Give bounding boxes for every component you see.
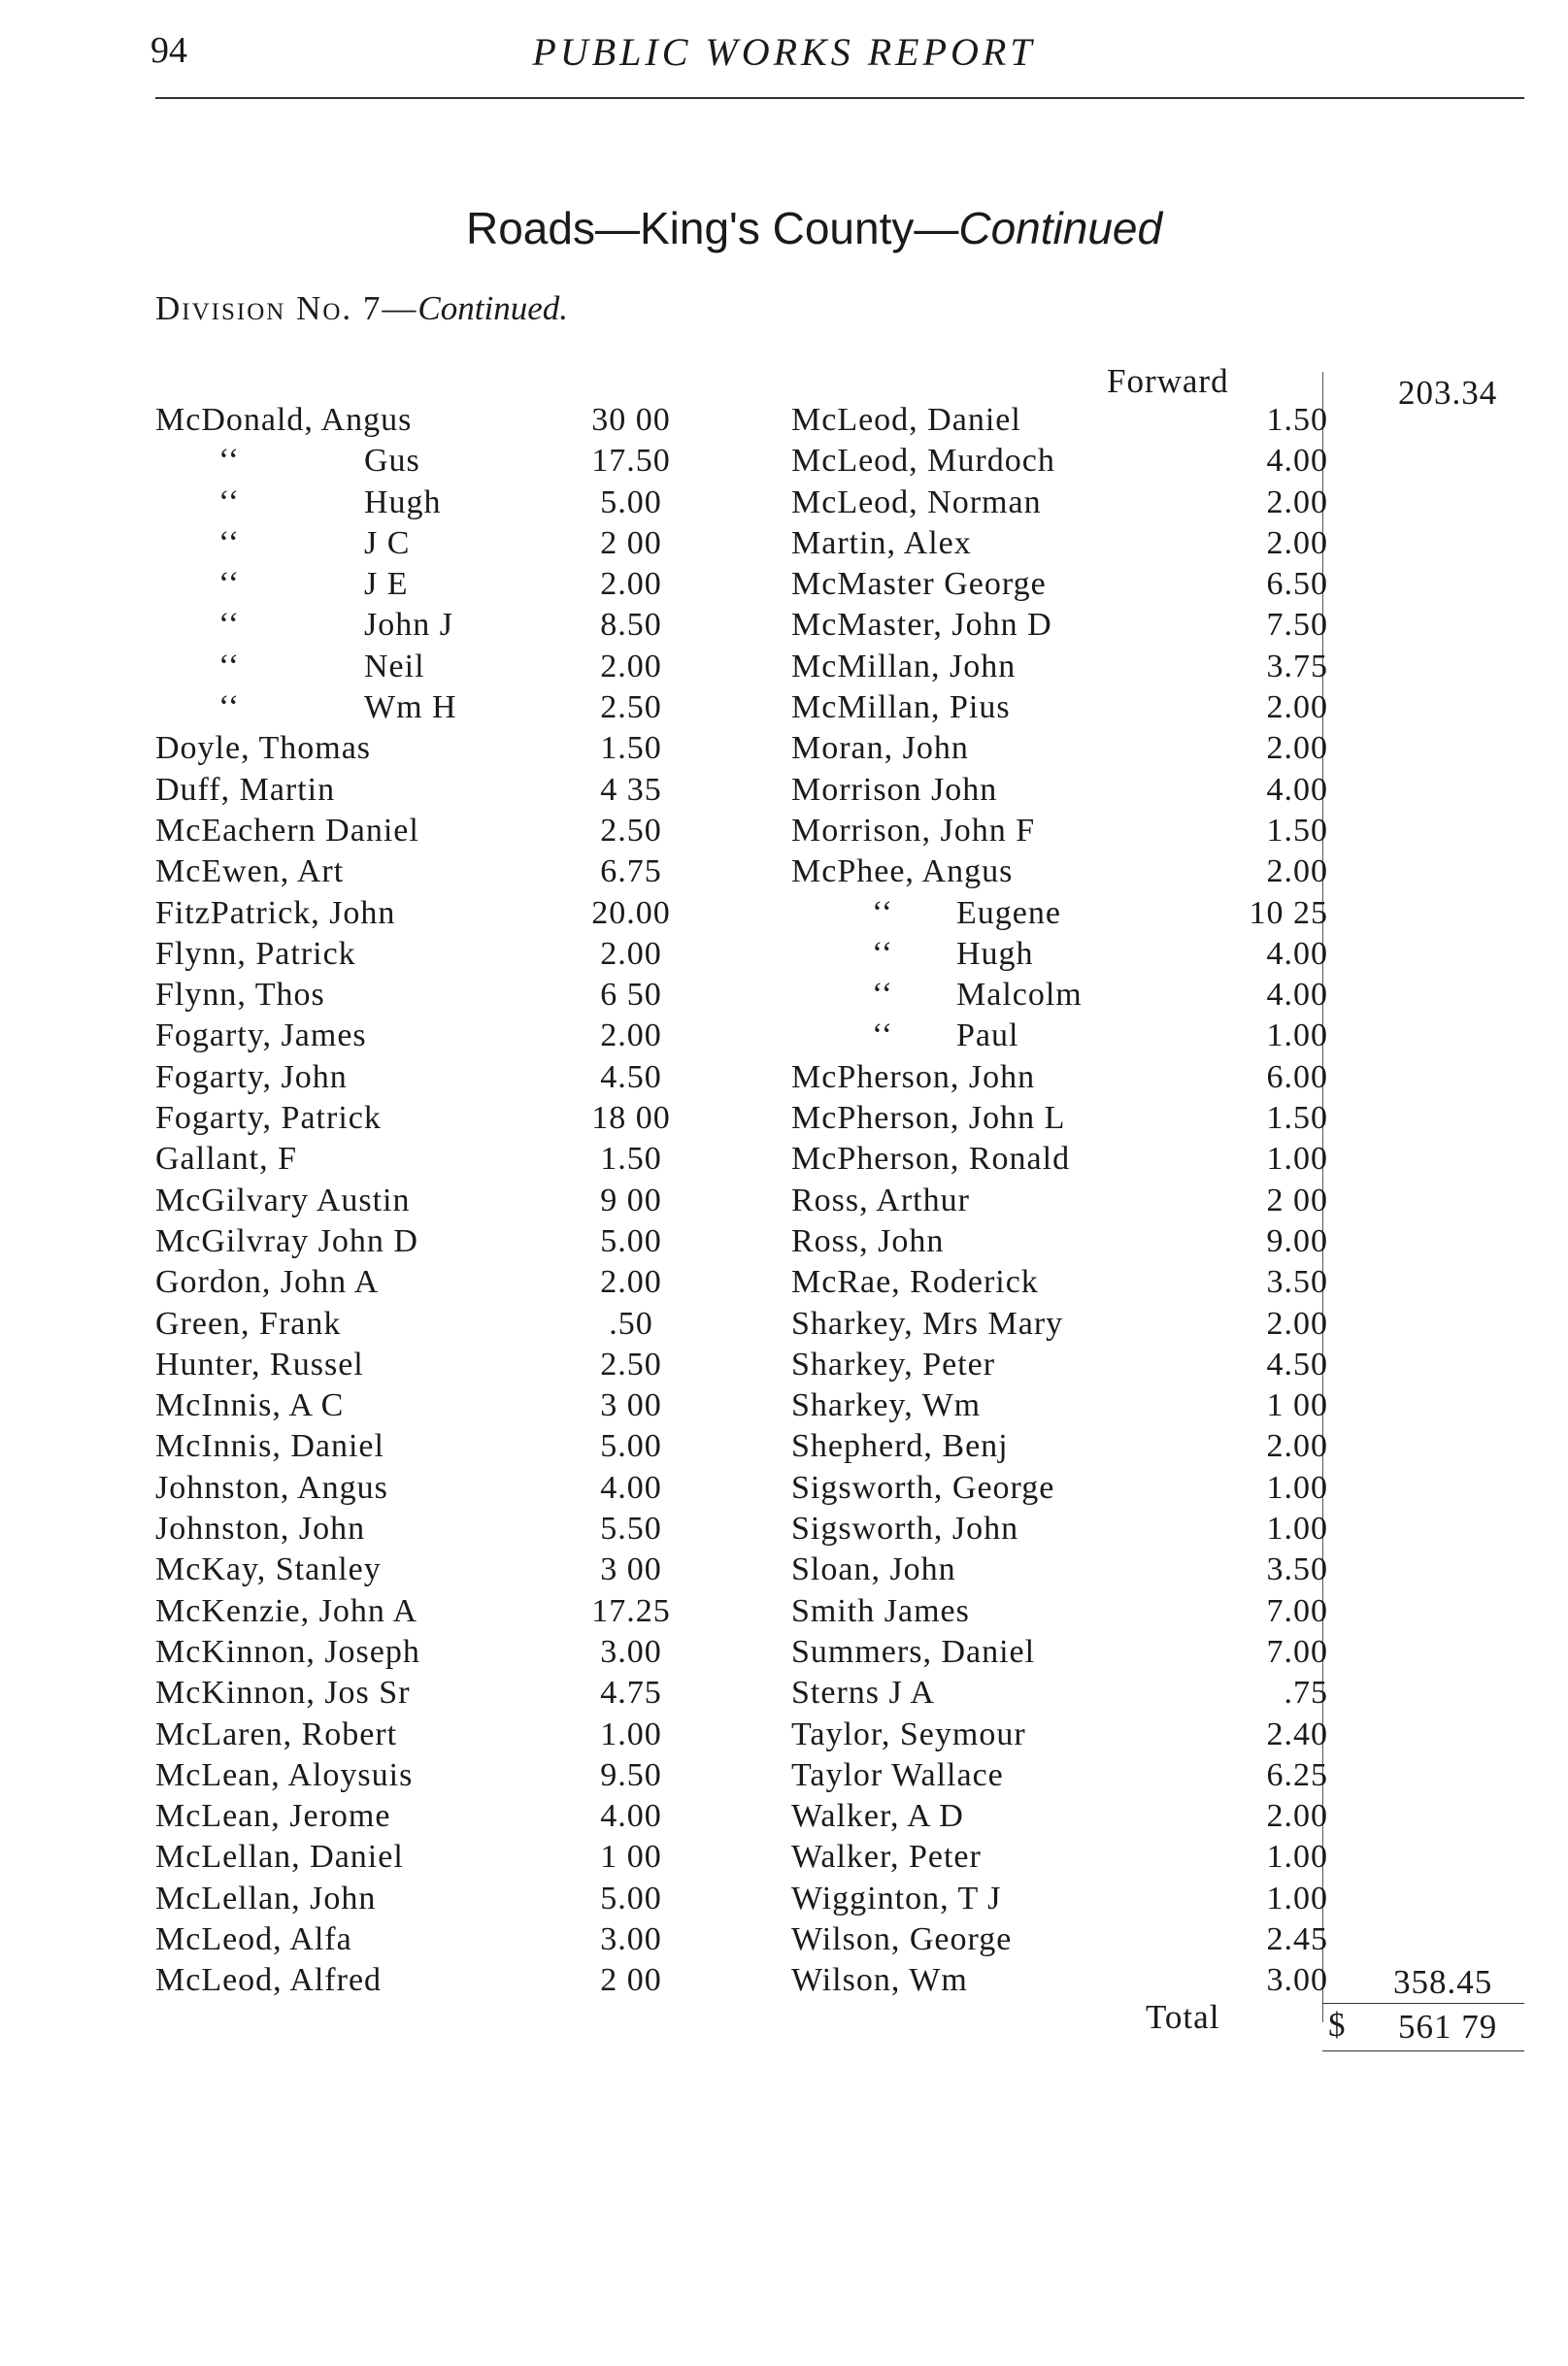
right-name: Wilson, George <box>791 1920 1013 1957</box>
ledger-row <box>0 1387 1568 1428</box>
left-amount: 2.00 <box>600 1017 662 1054</box>
left-ditto-mark: ‘‘ <box>218 566 241 603</box>
left-amount: 5.50 <box>600 1511 662 1548</box>
ledger-row <box>0 1428 1568 1469</box>
right-amount: 2 00 <box>1266 1182 1328 1218</box>
left-name: McKenzie, John A <box>155 1592 418 1629</box>
right-name: Wilson, Wm <box>791 1962 968 1999</box>
right-given-name: Hugh <box>956 935 1034 972</box>
left-name: Johnston, John <box>155 1511 366 1548</box>
right-given-name: Eugene <box>956 894 1061 931</box>
left-name: Fogarty, James <box>155 1017 367 1054</box>
left-name: Fogarty, John <box>155 1058 348 1095</box>
division-label: Division No. 7— <box>155 289 418 327</box>
left-name: McEachern Daniel <box>155 812 419 849</box>
ledger-row <box>0 1059 1568 1100</box>
ledger-row <box>0 1347 1568 1387</box>
right-name: Sterns J A <box>791 1675 935 1712</box>
right-name: Martin, Alex <box>791 524 972 561</box>
right-amount: 3.75 <box>1266 648 1328 684</box>
left-name: Duff, Martin <box>155 771 336 808</box>
subtotal-amount: 358.45 <box>1393 1963 1493 2001</box>
right-name: McMaster George <box>791 566 1047 603</box>
right-name: McMaster, John D <box>791 607 1052 644</box>
ledger-row <box>0 402 1568 443</box>
right-ditto-mark: ‘‘ <box>872 935 894 972</box>
right-name: Morrison, John F <box>791 812 1036 849</box>
right-amount: 9.00 <box>1266 1222 1328 1259</box>
left-amount: 2 00 <box>600 524 662 561</box>
left-name: Hunter, Russel <box>155 1346 364 1383</box>
left-amount: 8.50 <box>600 607 662 644</box>
right-name: McMillan, Pius <box>791 689 1011 726</box>
right-amount: 1.50 <box>1266 402 1328 438</box>
left-ditto-mark: ‘‘ <box>218 648 241 684</box>
right-amount: 10 25 <box>1249 894 1328 931</box>
right-given-name: Paul <box>956 1017 1019 1054</box>
left-name: McGilvray John D <box>155 1222 418 1259</box>
left-given-name: Wm H <box>364 689 457 726</box>
header-rule <box>155 97 1524 99</box>
right-amount: 4.50 <box>1266 1346 1328 1383</box>
right-amount: 2.00 <box>1266 689 1328 726</box>
left-given-name: Neil <box>364 648 425 684</box>
section-title <box>466 202 1162 254</box>
left-ditto-mark: ‘‘ <box>218 443 241 480</box>
ledger-row <box>0 1839 1568 1880</box>
ledger-row <box>0 1921 1568 1962</box>
left-amount: 5.00 <box>600 1880 662 1916</box>
left-name: Gallant, F <box>155 1141 297 1178</box>
left-name: McKay, Stanley <box>155 1551 382 1588</box>
ledger-row <box>0 1881 1568 1921</box>
left-name: McKinnon, Joseph <box>155 1633 420 1670</box>
left-name: McInnis, A C <box>155 1387 345 1424</box>
right-name: Smith James <box>791 1592 970 1629</box>
ledger-row <box>0 1551 1568 1592</box>
left-ditto-mark: ‘‘ <box>218 689 241 726</box>
left-given-name: J E <box>364 566 409 603</box>
left-amount: 1.00 <box>600 1716 662 1752</box>
left-given-name: J C <box>364 524 411 561</box>
ledger-row <box>0 1634 1568 1675</box>
left-name: Doyle, Thomas <box>155 730 372 767</box>
left-amount: 1.50 <box>600 730 662 767</box>
left-name: Flynn, Patrick <box>155 935 356 972</box>
left-name: Johnston, Angus <box>155 1469 388 1506</box>
ledger-row <box>0 895 1568 936</box>
left-name: FitzPatrick, John <box>155 894 396 931</box>
section-title-main: Roads—King's County— <box>466 203 959 253</box>
right-name: Morrison John <box>791 771 998 808</box>
left-amount: 2.00 <box>600 935 662 972</box>
left-ditto-mark: ‘‘ <box>218 524 241 561</box>
right-name: McPherson, John <box>791 1058 1036 1095</box>
right-name: Wigginton, T J <box>791 1880 1002 1916</box>
ledger-row <box>0 1306 1568 1347</box>
right-amount: 6.25 <box>1266 1756 1328 1793</box>
left-amount: 17.25 <box>591 1592 671 1629</box>
left-amount: 4.50 <box>600 1058 662 1095</box>
left-ditto-mark: ‘‘ <box>218 483 241 520</box>
total-label: Total <box>1146 1998 1220 2036</box>
right-amount: 7.00 <box>1266 1633 1328 1670</box>
ledger-row <box>0 772 1568 813</box>
left-name: McGilvary Austin <box>155 1182 411 1218</box>
left-name: McLeod, Alfred <box>155 1962 383 1999</box>
right-amount: 2.00 <box>1266 483 1328 520</box>
left-amount: 17.50 <box>591 443 671 480</box>
right-name: McPherson, Ronald <box>791 1141 1071 1178</box>
section-title-continued: Continued <box>958 203 1163 253</box>
right-amount: 2.00 <box>1266 853 1328 890</box>
right-name: McLeod, Norman <box>791 483 1042 520</box>
right-amount: 1 00 <box>1266 1387 1328 1424</box>
ledger-row <box>0 566 1568 607</box>
ledger-row <box>0 813 1568 853</box>
left-name: McLellan, John <box>155 1880 377 1916</box>
right-amount: 6.00 <box>1266 1058 1328 1095</box>
right-name: McPhee, Angus <box>791 853 1014 890</box>
ledger-rows <box>0 402 1568 2004</box>
left-amount: 4 35 <box>600 771 662 808</box>
right-name: Sharkey, Peter <box>791 1346 996 1383</box>
right-amount: 4.00 <box>1266 771 1328 808</box>
ledger-row <box>0 1675 1568 1716</box>
left-amount: 5.00 <box>600 1428 662 1465</box>
ledger-row <box>0 484 1568 525</box>
ledger-row <box>0 443 1568 483</box>
left-amount: 2.50 <box>600 812 662 849</box>
right-ditto-mark: ‘‘ <box>872 1017 894 1054</box>
right-ditto-mark: ‘‘ <box>872 894 894 931</box>
right-amount: 1.00 <box>1266 1511 1328 1548</box>
right-amount: 1.00 <box>1266 1017 1328 1054</box>
ledger-row <box>0 977 1568 1017</box>
ledger-row <box>0 649 1568 689</box>
ledger-row <box>0 1757 1568 1798</box>
left-amount: 4.00 <box>600 1798 662 1835</box>
ledger-row <box>0 1716 1568 1757</box>
left-name: McLean, Jerome <box>155 1798 391 1835</box>
left-amount: 9.50 <box>600 1756 662 1793</box>
left-name: Flynn, Thos <box>155 977 325 1014</box>
right-amount: 2.00 <box>1266 1428 1328 1465</box>
ledger-row <box>0 1141 1568 1182</box>
left-amount: 2.50 <box>600 689 662 726</box>
left-amount: .50 <box>609 1305 653 1342</box>
right-name: McLeod, Daniel <box>791 402 1021 438</box>
right-amount: 2.40 <box>1266 1716 1328 1752</box>
left-given-name: John J <box>364 607 453 644</box>
right-amount: 4.00 <box>1266 443 1328 480</box>
left-name: Green, Frank <box>155 1305 342 1342</box>
forward-label: Forward <box>1107 362 1229 400</box>
left-name: McInnis, Daniel <box>155 1428 384 1465</box>
ledger-row <box>0 853 1568 894</box>
right-amount: 1.00 <box>1266 1839 1328 1876</box>
right-name: Sigsworth, John <box>791 1511 1019 1548</box>
right-amount: 2.00 <box>1266 1798 1328 1835</box>
right-name: Walker, A D <box>791 1798 964 1835</box>
right-name: Sigsworth, George <box>791 1469 1055 1506</box>
right-amount: 7.00 <box>1266 1592 1328 1629</box>
right-name: Shepherd, Benj <box>791 1428 1009 1465</box>
left-amount: 3 00 <box>600 1387 662 1424</box>
ledger-row <box>0 1017 1568 1058</box>
right-name: Taylor Wallace <box>791 1756 1004 1793</box>
right-name: Summers, Daniel <box>791 1633 1036 1670</box>
left-given-name: Gus <box>364 443 420 480</box>
right-amount: 2.00 <box>1266 730 1328 767</box>
ledger-row <box>0 1100 1568 1141</box>
left-name: McLeod, Alfa <box>155 1920 352 1957</box>
left-name: McLaren, Robert <box>155 1716 398 1752</box>
left-name: Gordon, John A <box>155 1264 380 1301</box>
right-amount: 2.00 <box>1266 524 1328 561</box>
ledger-row <box>0 1593 1568 1634</box>
left-amount: 6 50 <box>600 977 662 1014</box>
ledger-row <box>0 1183 1568 1223</box>
right-name: Sharkey, Wm <box>791 1387 982 1424</box>
right-amount: 1.00 <box>1266 1469 1328 1506</box>
total-amount: 561 79 <box>1398 2008 1498 2046</box>
right-name: McLeod, Murdoch <box>791 443 1055 480</box>
left-name: Fogarty, Patrick <box>155 1100 382 1137</box>
left-amount: 4.75 <box>600 1675 662 1712</box>
left-amount: 9 00 <box>600 1182 662 1218</box>
ledger-row <box>0 1470 1568 1511</box>
right-amount: 3.00 <box>1266 1962 1328 1999</box>
left-amount: 5.00 <box>600 483 662 520</box>
left-amount: 2.50 <box>600 1346 662 1383</box>
left-amount: 30 00 <box>591 402 671 438</box>
left-name: McKinnon, Jos Sr <box>155 1675 411 1712</box>
left-amount: 3.00 <box>600 1633 662 1670</box>
right-amount: 6.50 <box>1266 566 1328 603</box>
left-name: McDonald, Angus <box>155 402 413 438</box>
left-name: McLean, Aloysuis <box>155 1756 414 1793</box>
right-given-name: Malcolm <box>956 977 1083 1014</box>
division-heading <box>155 289 568 328</box>
left-ditto-mark: ‘‘ <box>218 607 241 644</box>
right-amount: 2.45 <box>1266 1920 1328 1957</box>
total-currency: $ <box>1328 2006 1346 2044</box>
right-amount: 1.00 <box>1266 1141 1328 1178</box>
right-name: Sloan, John <box>791 1551 956 1588</box>
right-name: Moran, John <box>791 730 969 767</box>
right-name: Taylor, Seymour <box>791 1716 1026 1752</box>
ledger-row <box>0 689 1568 730</box>
right-name: Ross, John <box>791 1222 945 1259</box>
right-name: McMillan, John <box>791 648 1017 684</box>
subtotal-rule <box>1322 2003 1524 2004</box>
right-amount: 7.50 <box>1266 607 1328 644</box>
ledger-row <box>0 1798 1568 1839</box>
ledger-row <box>0 730 1568 771</box>
right-amount: .75 <box>1284 1675 1328 1712</box>
ledger-row <box>0 936 1568 977</box>
ledger-row <box>0 1264 1568 1305</box>
right-ditto-mark: ‘‘ <box>872 977 894 1014</box>
left-amount: 2.00 <box>600 566 662 603</box>
forward-amount: 203.34 <box>1398 374 1498 412</box>
left-amount: 18 00 <box>591 1100 671 1137</box>
page-number: 94 <box>150 30 187 71</box>
right-amount: 1.50 <box>1266 812 1328 849</box>
left-amount: 3 00 <box>600 1551 662 1588</box>
right-amount: 2.00 <box>1266 1305 1328 1342</box>
right-amount: 3.50 <box>1266 1551 1328 1588</box>
left-amount: 4.00 <box>600 1469 662 1506</box>
left-amount: 3.00 <box>600 1920 662 1957</box>
left-amount: 1 00 <box>600 1839 662 1876</box>
running-header: PUBLIC WORKS REPORT <box>532 30 1036 74</box>
left-amount: 2.00 <box>600 1264 662 1301</box>
right-name: McPherson, John L <box>791 1100 1066 1137</box>
right-amount: 1.50 <box>1266 1100 1328 1137</box>
total-rule <box>1322 2050 1524 2051</box>
ledger-row <box>0 1962 1568 2003</box>
left-amount: 6.75 <box>600 853 662 890</box>
right-amount: 4.00 <box>1266 935 1328 972</box>
right-amount: 1.00 <box>1266 1880 1328 1916</box>
right-name: Sharkey, Mrs Mary <box>791 1305 1064 1342</box>
right-name: Walker, Peter <box>791 1839 982 1876</box>
left-name: McEwen, Art <box>155 853 345 890</box>
left-amount: 2 00 <box>600 1962 662 1999</box>
right-amount: 4.00 <box>1266 977 1328 1014</box>
right-amount: 3.50 <box>1266 1264 1328 1301</box>
ledger-row <box>0 1223 1568 1264</box>
left-amount: 2.00 <box>600 648 662 684</box>
ledger-row <box>0 607 1568 648</box>
left-amount: 1.50 <box>600 1141 662 1178</box>
division-continued: Continued. <box>417 289 568 327</box>
left-name: McLellan, Daniel <box>155 1839 404 1876</box>
ledger-row <box>0 1511 1568 1551</box>
left-amount: 5.00 <box>600 1222 662 1259</box>
right-name: McRae, Roderick <box>791 1264 1039 1301</box>
ledger-row <box>0 525 1568 566</box>
right-name: Ross, Arthur <box>791 1182 970 1218</box>
left-amount: 20.00 <box>591 894 671 931</box>
left-given-name: Hugh <box>364 483 442 520</box>
